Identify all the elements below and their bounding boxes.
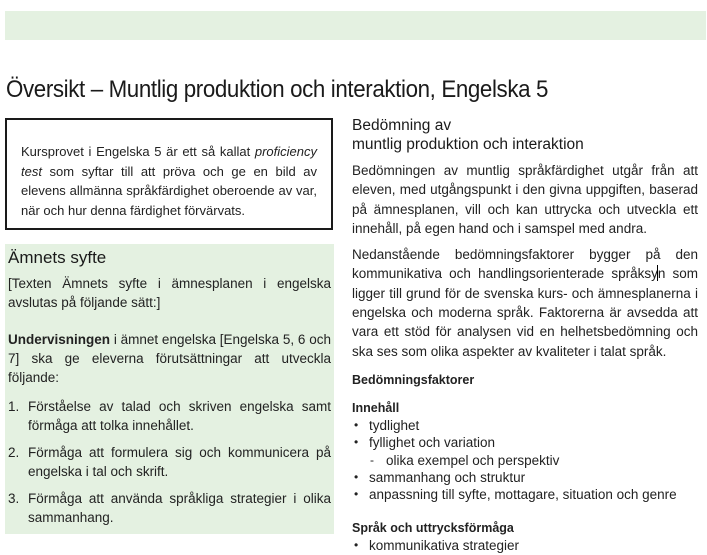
subject-purpose-note: [Texten Ämnets syfte i ämnesplanen i engelska avslutas på följande sätt:] <box>8 276 331 310</box>
paragraph-2-text-end: n som ligger till grund för de svenska kurs- och ämnesplanerna i engelska och moderna språk. Faktorerna är avsedda att vara ett stöd för analysen vid en helhetsbedömning och ska ses som olika aspekter av kvaliteter i talat språk. <box>352 266 699 359</box>
bullet-item <box>352 469 698 486</box>
bullet-icon: • <box>354 417 359 432</box>
list-number: 3. <box>8 491 20 506</box>
subject-purpose-list <box>8 397 331 535</box>
bullet-icon: • <box>354 469 359 484</box>
header-band <box>5 11 706 40</box>
page-title: Översikt – Muntlig produktion och interaktion, Engelska 5 <box>6 76 549 103</box>
subject-purpose-box <box>5 244 334 534</box>
group-heading-language: Språk och uttrycksförmåga <box>352 521 514 536</box>
list-item-text: Förståelse av talad och skriven engelska samt förmåga att tolka innehållet. <box>28 399 331 433</box>
assessment-column <box>352 116 698 555</box>
intro-box <box>5 118 333 230</box>
dash-icon: - <box>370 452 374 467</box>
content-factors-list <box>352 417 698 503</box>
bullet-item <box>352 537 698 554</box>
subject-purpose-title: Ämnets syfte <box>8 248 107 267</box>
bullet-text: olika exempel och perspektiv <box>386 452 560 468</box>
list-item <box>8 397 331 435</box>
assessment-title-line2: muntlig produktion och interaktion <box>352 136 584 153</box>
list-item <box>8 489 331 527</box>
language-factors-list <box>352 537 698 554</box>
list-number: 2. <box>8 445 20 460</box>
spacer <box>352 503 698 513</box>
subject-purpose-lead-bold: Undervisningen <box>8 332 111 347</box>
intro-text <box>21 142 317 220</box>
intro-text-end: som syftar till att pröva och ge en bild av elevens allmänna språkfärdighet oberoende av var, när och hur denna färdighet förvärvats. <box>21 163 317 218</box>
bullet-icon: • <box>354 487 359 502</box>
list-item-text: Förmåga att formulera sig och kommunicera på engelska i tal och skrift. <box>28 445 331 479</box>
intro-text-start: Kursprovet i Engelska 5 är ett så kallat <box>21 144 255 159</box>
paragraph-2-text-start: Nedanstående bedömningsfaktorer bygger på den kommunikativa och handlingsorienterade språksy <box>352 247 698 282</box>
factors-heading: Bedömningsfaktorer <box>352 372 475 387</box>
assessment-paragraph-2[interactable] <box>352 245 698 361</box>
assessment-paragraph-1[interactable]: Bedömningen av muntlig språkfärdighet utgår från att eleven, med utgångspunkt i den givna uppgiften, baserad på ämnesplanen, vill och kan uttrycka och utveckla ett innehåll, på egen hand och i samspel med andra. <box>352 163 698 236</box>
assessment-title-line1: Bedömning av <box>352 117 452 134</box>
bullet-text: fyllighet och variation <box>369 435 496 451</box>
assessment-title <box>352 116 698 154</box>
bullet-icon: • <box>354 435 359 450</box>
bullet-text: kommunikativa strategier <box>369 538 520 554</box>
bullet-text: tydlighet <box>369 417 420 433</box>
list-item <box>8 443 331 481</box>
bullet-text: anpassning till syfte, mottagare, situation och genre <box>369 487 677 503</box>
subject-purpose-lead <box>8 330 331 387</box>
intro-text-italic: proficiency test <box>21 144 317 179</box>
bullet-icon: • <box>354 538 359 553</box>
bullet-text: sammanhang och struktur <box>369 469 526 485</box>
bullet-item <box>352 417 698 434</box>
bullet-item <box>352 434 698 451</box>
sub-bullet-item <box>352 452 698 469</box>
bullet-item <box>352 486 698 503</box>
list-number: 1. <box>8 399 20 414</box>
group-heading-content: Innehåll <box>352 400 400 415</box>
list-item-text: Förmåga att använda språkliga strategier i olika sammanhang. <box>28 491 331 525</box>
subject-purpose-lead-rest: i ämnet engelska [Engelska 5, 6 och 7] ska ge eleverna förutsättningar att utveckla följande: <box>8 332 331 385</box>
